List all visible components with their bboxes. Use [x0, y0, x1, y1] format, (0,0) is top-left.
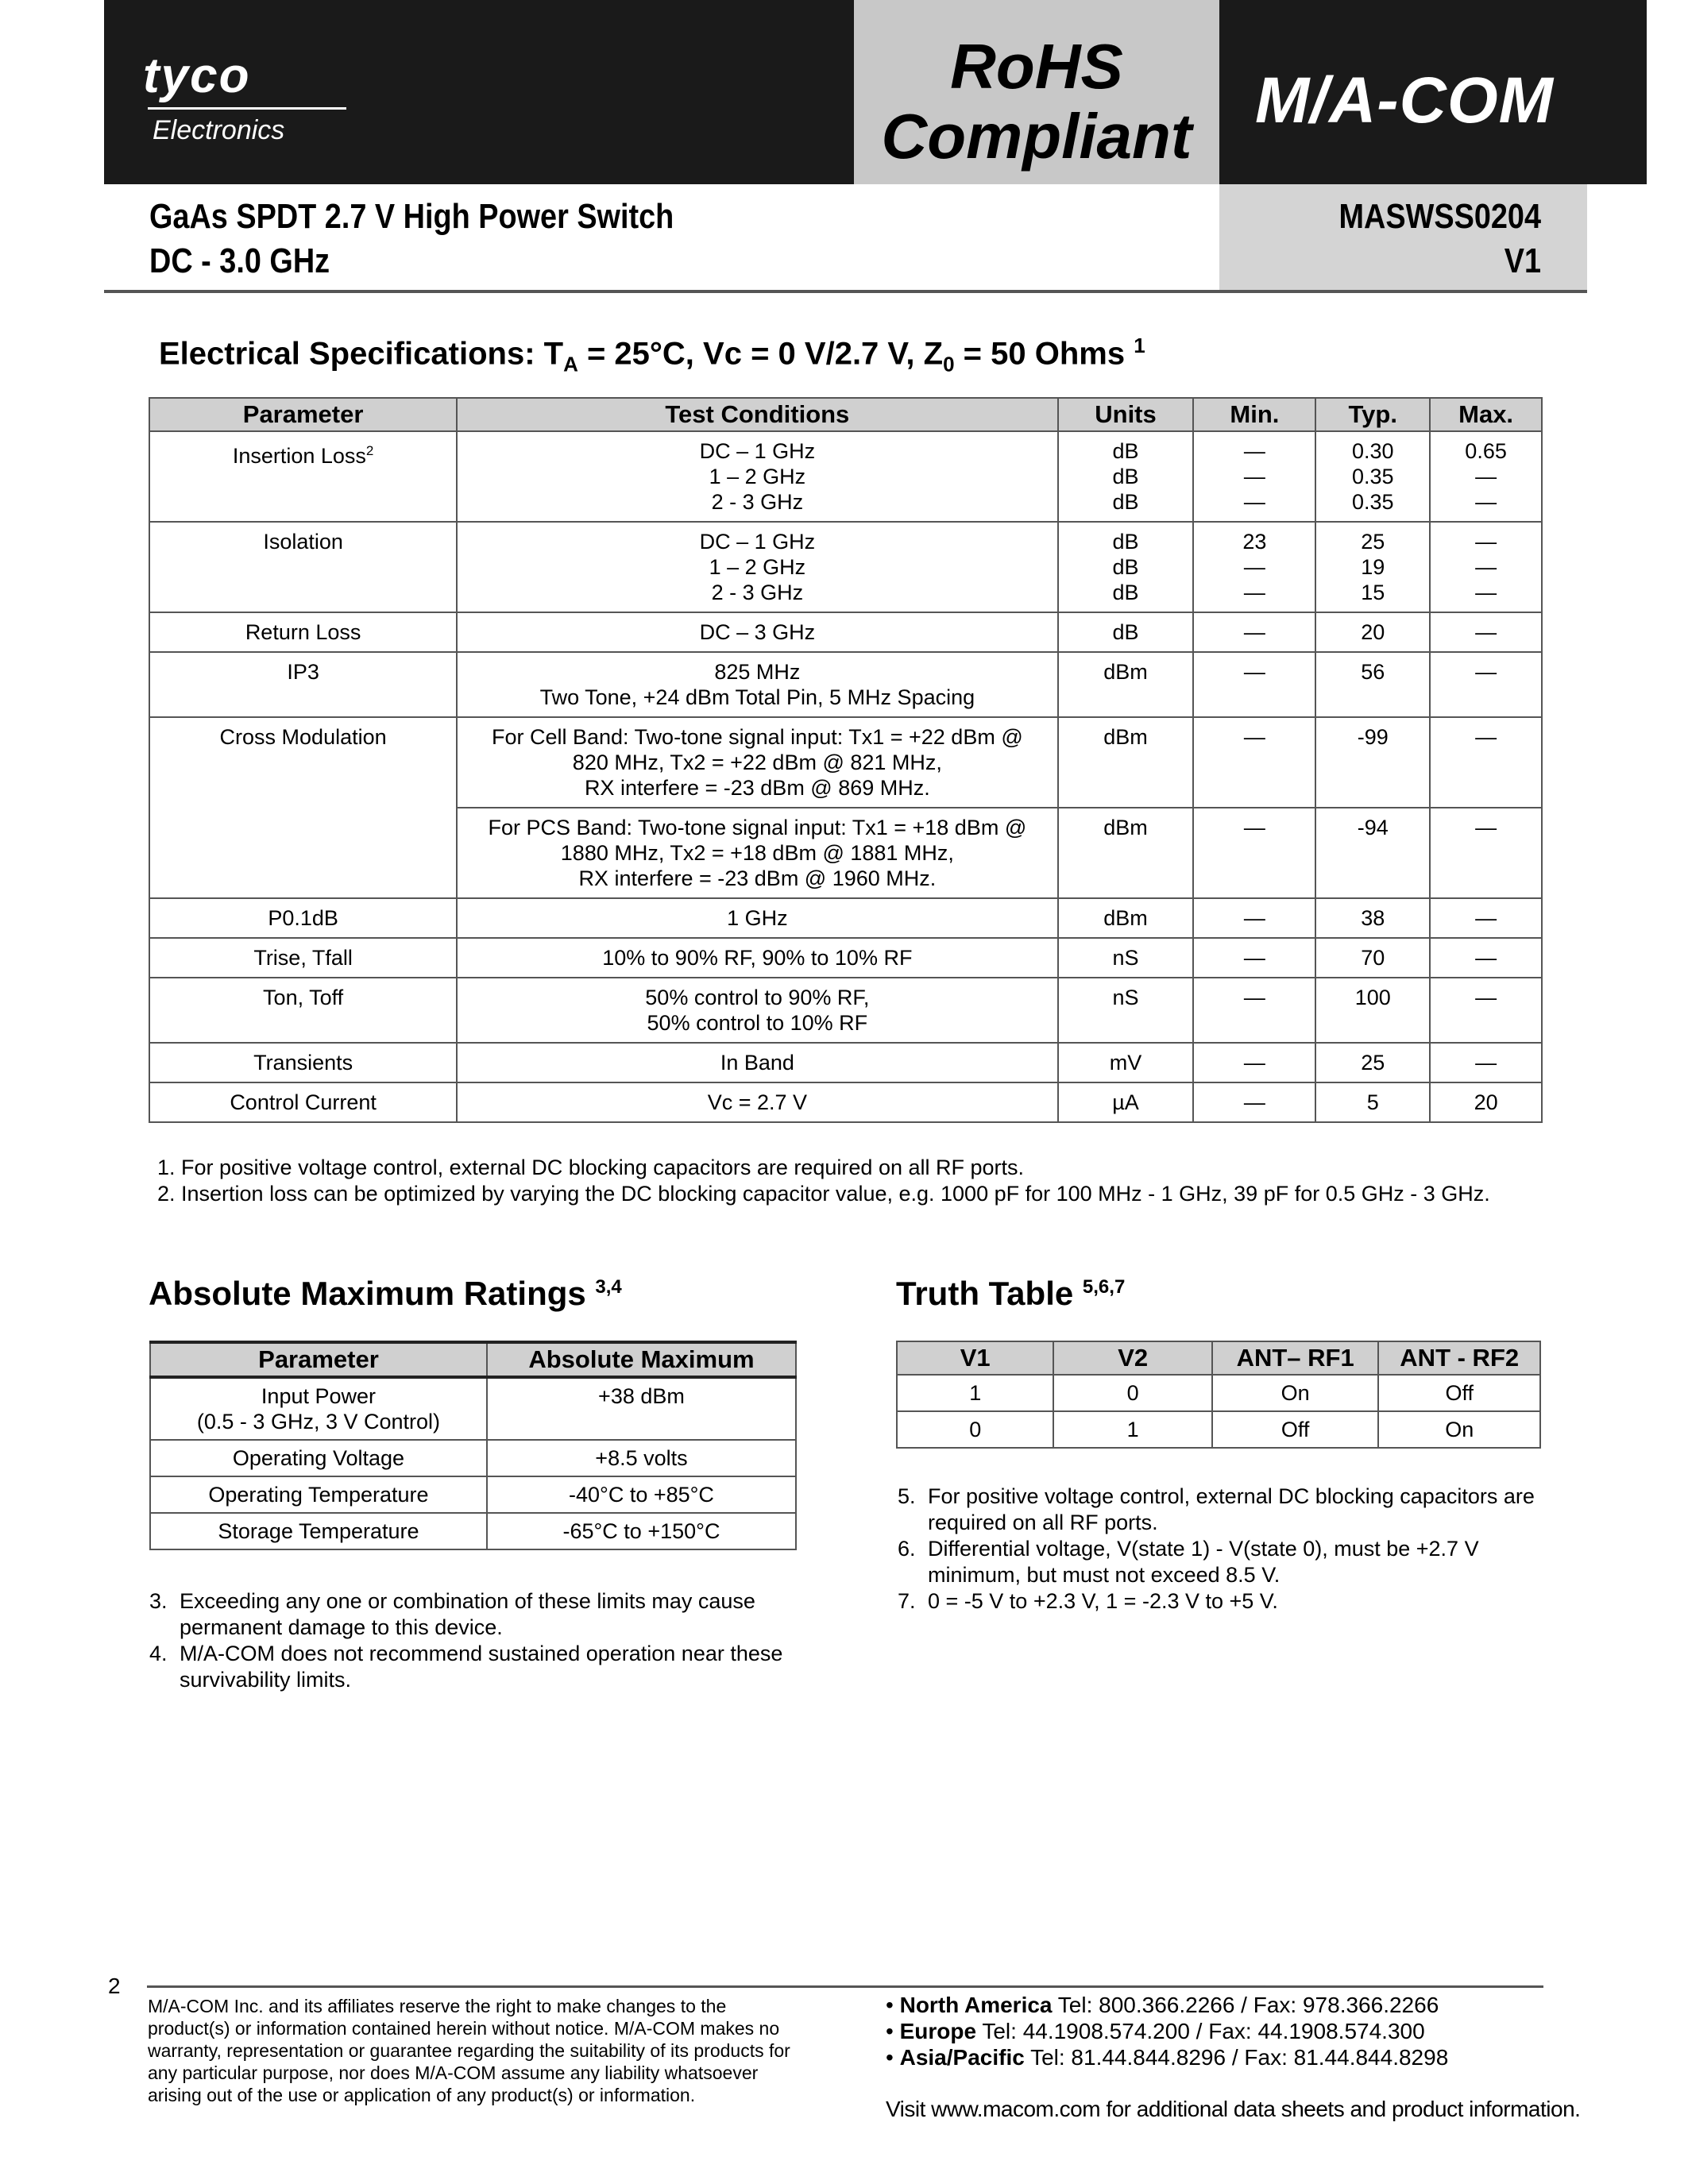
- rohs-compliant-label: [854, 32, 1219, 172]
- es-min-line: —: [1243, 620, 1265, 644]
- es-condition-line: 2 - 3 GHz: [711, 581, 804, 604]
- truth-note-text: Differential voltage, V(state 1) - V(state 0), must be +2.7 V minimum, but must not exceed 8.5 V.: [928, 1537, 1479, 1587]
- es-condition-line: 1 – 2 GHz: [709, 555, 806, 579]
- es-condition: [457, 431, 1057, 522]
- truth-col-header: V2: [1053, 1341, 1211, 1375]
- es-min-line: —: [1243, 1051, 1265, 1075]
- abs-col-header: Absolute Maximum: [487, 1342, 796, 1377]
- footer-contacts: [886, 1992, 1448, 2070]
- es-param-cell: [149, 717, 457, 898]
- es-typ: [1315, 612, 1430, 652]
- es-min: [1193, 808, 1315, 898]
- es-param: P0.1dB: [268, 906, 338, 930]
- es-min-line: —: [1243, 465, 1265, 488]
- abs-note-number: 3.: [149, 1589, 168, 1613]
- abs-col-header: Parameter: [150, 1342, 487, 1377]
- es-condition-line: 1 GHz: [727, 906, 788, 930]
- es-units-line: dB: [1112, 620, 1139, 644]
- footer-divider: [147, 1985, 1543, 1988]
- es-min: [1193, 522, 1315, 612]
- es-units-line: dBm: [1103, 725, 1148, 749]
- es-condition: [457, 717, 1057, 808]
- es-units: [1058, 612, 1194, 652]
- es-min: [1193, 652, 1315, 717]
- truth-note: [898, 1536, 1541, 1588]
- es-min-line: —: [1243, 439, 1265, 463]
- es-table-body: [149, 431, 1542, 1122]
- es-min-line: 23: [1242, 530, 1267, 554]
- abs-param-line: Storage Temperature: [218, 1519, 419, 1543]
- es-condition-line: DC – 1 GHz: [699, 530, 816, 554]
- tyco-logo-subtitle: Electronics: [153, 115, 285, 145]
- es-units: [1058, 978, 1194, 1043]
- abs-value: +8.5 volts: [487, 1440, 796, 1476]
- truth-note: [898, 1588, 1541, 1615]
- es-typ-line: 15: [1361, 581, 1385, 604]
- es-min: [1193, 898, 1315, 938]
- es-min: [1193, 717, 1315, 808]
- es-col-header: Max.: [1430, 398, 1542, 431]
- page-number: 2: [108, 1974, 121, 1998]
- es-units-line: mV: [1109, 1051, 1142, 1075]
- es-max-line: 20: [1474, 1090, 1498, 1114]
- es-max: [1430, 717, 1542, 808]
- es-min-line: —: [1243, 906, 1265, 930]
- es-condition-line: 10% to 90% RF, 90% to 10% RF: [602, 946, 913, 970]
- es-typ-line: 0.35: [1351, 490, 1394, 514]
- electrical-specs-title: [159, 334, 1145, 376]
- es-max: [1430, 978, 1542, 1043]
- abs-max-table: [149, 1341, 797, 1550]
- es-typ: [1315, 1043, 1430, 1082]
- es-typ-line: 20: [1361, 620, 1385, 644]
- es-title-footnote: 1: [1134, 334, 1145, 357]
- es-max: [1430, 431, 1542, 522]
- es-units: [1058, 431, 1194, 522]
- es-param-cell: [149, 1082, 457, 1122]
- truth-note-number: 7.: [898, 1589, 916, 1613]
- header-divider: [104, 290, 1587, 293]
- es-param: Trise, Tfall: [253, 946, 353, 970]
- es-typ: [1315, 522, 1430, 612]
- es-condition-line: Vc = 2.7 V: [707, 1090, 808, 1114]
- es-max-line: 0.65: [1465, 439, 1507, 463]
- es-condition-line: Two Tone, +24 dBm Total Pin, 5 MHz Spacing: [539, 685, 975, 709]
- es-param: Transients: [253, 1051, 353, 1075]
- truth-note-text: For positive voltage control, external DC blocking capacitors are required on all RF ports.: [928, 1484, 1535, 1534]
- truth-cell: Off: [1378, 1375, 1540, 1411]
- es-typ-line: 5: [1366, 1090, 1379, 1114]
- es-typ: [1315, 1082, 1430, 1122]
- es-typ-line: 0.30: [1351, 439, 1394, 463]
- rohs-line1: RoHS: [950, 31, 1123, 102]
- es-row: [149, 1043, 1542, 1082]
- es-param-cell: [149, 522, 457, 612]
- part-number-value: MASWSS0204: [1338, 197, 1541, 236]
- es-min-line: —: [1243, 490, 1265, 514]
- truth-note-number: 6.: [898, 1537, 916, 1561]
- es-param-cell: [149, 898, 457, 938]
- es-col-header: Parameter: [149, 398, 457, 431]
- abs-row: [150, 1440, 796, 1476]
- abs-param-line: Operating Voltage: [232, 1446, 405, 1470]
- truth-cell: On: [1212, 1375, 1379, 1411]
- es-col-header: Min.: [1193, 398, 1315, 431]
- es-max-line: —: [1475, 946, 1497, 970]
- abs-value: +38 dBm: [487, 1377, 796, 1440]
- es-units: [1058, 898, 1194, 938]
- contact-details: Tel: 800.366.2266 / Fax: 978.366.2266: [1052, 1993, 1439, 2017]
- es-max-line: —: [1475, 1051, 1497, 1075]
- es-condition: [457, 978, 1057, 1043]
- es-units: [1058, 1043, 1194, 1082]
- contact-region: Asia/Pacific: [899, 2045, 1025, 2070]
- es-max-line: —: [1475, 660, 1497, 684]
- contact-bullet: •: [886, 2045, 900, 2070]
- es-condition: [457, 938, 1057, 978]
- es-condition: [457, 652, 1057, 717]
- abs-max-title: [149, 1275, 622, 1313]
- es-min-line: —: [1243, 1090, 1265, 1114]
- es-typ: [1315, 898, 1430, 938]
- es-typ-line: -99: [1357, 725, 1389, 749]
- es-title-prefix: Electrical Specifications: T: [159, 336, 564, 372]
- abs-param-line: Operating Temperature: [208, 1483, 429, 1507]
- truth-col-header: ANT - RF2: [1378, 1341, 1540, 1375]
- es-typ: [1315, 938, 1430, 978]
- es-condition-line: 2 - 3 GHz: [711, 490, 804, 514]
- truth-cell: On: [1378, 1411, 1540, 1448]
- es-param: Return Loss: [245, 620, 361, 644]
- es-condition-line: 1 – 2 GHz: [709, 465, 806, 488]
- abs-param: [150, 1476, 487, 1513]
- es-condition-line: 50% control to 10% RF: [647, 1011, 868, 1035]
- es-min-line: —: [1243, 986, 1265, 1009]
- truth-col-header: ANT– RF1: [1212, 1341, 1379, 1375]
- es-min: [1193, 1082, 1315, 1122]
- es-min-line: —: [1243, 660, 1265, 684]
- es-units-line: µA: [1112, 1090, 1139, 1114]
- truth-note-number: 5.: [898, 1484, 916, 1508]
- electrical-specs-table: [149, 397, 1543, 1123]
- es-col-header: Test Conditions: [457, 398, 1057, 431]
- truth-footnote: 5,6,7: [1082, 1276, 1126, 1298]
- es-typ-line: 25: [1361, 530, 1385, 554]
- es-units-line: dB: [1112, 490, 1139, 514]
- es-param-cell: [149, 652, 457, 717]
- abs-param-line: (0.5 - 3 GHz, 3 V Control): [196, 1410, 441, 1433]
- es-row: [149, 717, 1542, 808]
- es-units-line: nS: [1112, 986, 1139, 1009]
- es-max: [1430, 1043, 1542, 1082]
- es-max: [1430, 1082, 1542, 1122]
- truth-row: [897, 1375, 1540, 1411]
- es-max-line: —: [1475, 581, 1497, 604]
- es-param-cell: [149, 431, 457, 522]
- es-max: [1430, 938, 1542, 978]
- es-condition-line: RX interfere = -23 dBm @ 1960 MHz.: [578, 866, 937, 890]
- abs-note-number: 4.: [149, 1642, 168, 1665]
- abs-param: [150, 1377, 487, 1440]
- truth-table: [896, 1341, 1541, 1449]
- es-min-line: —: [1243, 725, 1265, 749]
- es-condition-line: In Band: [720, 1051, 794, 1075]
- es-max-line: —: [1475, 530, 1497, 554]
- es-param-footnote: 2: [365, 443, 374, 458]
- part-version: V1: [1504, 241, 1541, 280]
- es-units: [1058, 652, 1194, 717]
- contact-line: [886, 2044, 1448, 2070]
- contact-details: Tel: 44.1908.574.200 / Fax: 44.1908.574.300: [976, 2019, 1425, 2043]
- es-col-header: Typ.: [1315, 398, 1430, 431]
- es-units: [1058, 717, 1194, 808]
- truth-cell: 0: [897, 1411, 1053, 1448]
- es-max: [1430, 898, 1542, 938]
- contact-region: North America: [899, 1993, 1053, 2017]
- truth-note: [898, 1484, 1541, 1536]
- abs-value: -65°C to +150°C: [487, 1513, 796, 1549]
- es-row: [149, 652, 1542, 717]
- contact-details: Tel: 81.44.844.8296 / Fax: 81.44.844.8298: [1024, 2045, 1449, 2070]
- truth-table-body: [897, 1375, 1540, 1448]
- macom-logo: M/A-COM: [1255, 64, 1554, 137]
- abs-param-line: Input Power: [261, 1384, 377, 1408]
- es-param: Ton, Toff: [263, 986, 344, 1009]
- part-number: [1268, 195, 1541, 284]
- es-min: [1193, 1043, 1315, 1082]
- es-condition: [457, 612, 1057, 652]
- product-title-line2: DC - 3.0 GHz: [149, 241, 330, 280]
- es-note: 2. Insertion loss can be optimized by varying the DC blocking capacitor value, e.g. 1000 pF for 100 MHz - 1 GHz, 39 pF for 0.5 GHz - 3 GHz.: [157, 1182, 1490, 1206]
- contact-line: [886, 1992, 1448, 2018]
- es-units-line: nS: [1112, 946, 1139, 970]
- es-min-line: —: [1243, 946, 1265, 970]
- es-condition: [457, 1082, 1057, 1122]
- abs-max-footnote: 3,4: [595, 1276, 622, 1298]
- es-param: IP3: [287, 660, 319, 684]
- truth-title-text: Truth Table: [896, 1275, 1083, 1312]
- abs-note-text: Exceeding any one or combination of these limits may cause permanent damage to this device.: [180, 1589, 755, 1639]
- truth-note-text: 0 = -5 V to +2.3 V, 1 = -2.3 V to +5 V.: [928, 1589, 1278, 1613]
- es-condition-line: RX interfere = -23 dBm @ 869 MHz.: [584, 776, 930, 800]
- es-typ-line: 56: [1361, 660, 1385, 684]
- abs-row: [150, 1377, 796, 1440]
- es-col-header: Units: [1058, 398, 1194, 431]
- es-condition-line: 1880 MHz, Tx2 = +18 dBm @ 1881 MHz,: [560, 841, 954, 865]
- es-param: Cross Modulation: [219, 725, 387, 749]
- contact-bullet: •: [886, 1993, 900, 2017]
- abs-table-body: [150, 1377, 796, 1549]
- es-condition: [457, 1043, 1057, 1082]
- es-param-cell: [149, 978, 457, 1043]
- es-typ-line: 0.35: [1351, 465, 1394, 488]
- abs-notes: [149, 1588, 809, 1693]
- es-title-sub-a: A: [563, 352, 578, 376]
- truth-cell: Off: [1212, 1411, 1379, 1448]
- es-min: [1193, 612, 1315, 652]
- contact-region: Europe: [899, 2019, 977, 2043]
- es-condition: [457, 522, 1057, 612]
- es-title-mid: = 25°C, Vc = 0 V/2.7 V, Z: [577, 336, 944, 372]
- truth-col-header: V1: [897, 1341, 1053, 1375]
- es-typ: [1315, 808, 1430, 898]
- es-units: [1058, 522, 1194, 612]
- es-units-line: dBm: [1103, 816, 1148, 839]
- es-max-line: —: [1475, 490, 1497, 514]
- es-typ-line: -94: [1357, 816, 1389, 839]
- es-min-line: —: [1243, 555, 1265, 579]
- es-row: [149, 612, 1542, 652]
- abs-value: -40°C to +85°C: [487, 1476, 796, 1513]
- abs-row: [150, 1476, 796, 1513]
- abs-note: [149, 1588, 809, 1641]
- es-typ-line: 100: [1354, 986, 1391, 1009]
- es-max-line: —: [1475, 465, 1497, 488]
- es-condition-line: 825 MHz: [714, 660, 801, 684]
- es-max-line: —: [1475, 620, 1497, 644]
- es-condition: [457, 898, 1057, 938]
- es-min: [1193, 978, 1315, 1043]
- abs-header-row: [150, 1342, 796, 1377]
- es-notes: [157, 1155, 1490, 1207]
- es-max: [1430, 652, 1542, 717]
- es-condition-line: 50% control to 90% RF,: [645, 986, 870, 1009]
- truth-table-title: [896, 1275, 1125, 1313]
- es-condition-line: For PCS Band: Two-tone signal input: Tx1 = +18 dBm @: [488, 816, 1027, 839]
- es-units-line: dB: [1112, 439, 1139, 463]
- es-condition-line: DC – 3 GHz: [699, 620, 816, 644]
- es-param: Control Current: [230, 1090, 377, 1114]
- es-note: 1. For positive voltage control, external DC blocking capacitors are required on all RF ports.: [157, 1156, 1025, 1179]
- es-typ-line: 38: [1361, 906, 1385, 930]
- es-typ-line: 70: [1361, 946, 1385, 970]
- es-units-line: dB: [1112, 530, 1139, 554]
- es-header-row: [149, 398, 1542, 431]
- es-condition-line: For Cell Band: Two-tone signal input: Tx1 = +22 dBm @: [491, 725, 1023, 749]
- es-units-line: dB: [1112, 555, 1139, 579]
- es-max-line: —: [1475, 555, 1497, 579]
- abs-row: [150, 1513, 796, 1549]
- truth-notes: [898, 1484, 1541, 1615]
- es-min-line: —: [1243, 816, 1265, 839]
- es-param-cell: [149, 1043, 457, 1082]
- contact-line: [886, 2018, 1448, 2044]
- abs-note: [149, 1641, 809, 1693]
- footer-disclaimer: M/A-COM Inc. and its affiliates reserve the right to make changes to the product(s) or information contained herein without notice. M/A-COM makes no warranty, representation or guarantee regarding the suitability of its products for any particular purpose, nor does M/A-COM assume any liability whatsoever arising out of the use or application of any product(s) or information.: [148, 1996, 790, 2105]
- es-units: [1058, 808, 1194, 898]
- es-typ: [1315, 717, 1430, 808]
- es-typ-line: 25: [1361, 1051, 1385, 1075]
- abs-max-title-text: Absolute Maximum Ratings: [149, 1275, 596, 1312]
- es-param: Isolation: [263, 530, 343, 554]
- es-min-line: —: [1243, 581, 1265, 604]
- product-title: [149, 195, 674, 284]
- es-max-line: —: [1475, 906, 1497, 930]
- es-units-line: dBm: [1103, 660, 1148, 684]
- es-typ: [1315, 652, 1430, 717]
- es-units-line: dB: [1112, 465, 1139, 488]
- truth-cell: 1: [897, 1375, 1053, 1411]
- es-units: [1058, 938, 1194, 978]
- es-max-line: —: [1475, 986, 1497, 1009]
- es-max: [1430, 522, 1542, 612]
- contact-bullet: •: [886, 2019, 900, 2043]
- truth-cell: 1: [1053, 1411, 1211, 1448]
- es-param-cell: [149, 612, 457, 652]
- es-max: [1430, 612, 1542, 652]
- truth-cell: 0: [1053, 1375, 1211, 1411]
- es-max-line: —: [1475, 725, 1497, 749]
- es-units-line: dBm: [1103, 906, 1148, 930]
- abs-param: [150, 1513, 487, 1549]
- truth-header-row: [897, 1341, 1540, 1375]
- es-units: [1058, 1082, 1194, 1122]
- es-param: Insertion Loss: [232, 444, 366, 468]
- es-row: [149, 1082, 1542, 1122]
- es-min: [1193, 938, 1315, 978]
- es-row: [149, 938, 1542, 978]
- es-typ: [1315, 431, 1430, 522]
- footer-website-note: Visit www.macom.com for additional data sheets and product information.: [886, 2097, 1581, 2121]
- es-title-sub-0: 0: [943, 352, 955, 376]
- es-row: [149, 522, 1542, 612]
- es-max: [1430, 808, 1542, 898]
- abs-param: [150, 1440, 487, 1476]
- product-title-line1: GaAs SPDT 2.7 V High Power Switch: [149, 197, 674, 236]
- es-max-line: —: [1475, 816, 1497, 839]
- es-condition: [457, 808, 1057, 898]
- es-row: [149, 978, 1542, 1043]
- truth-row: [897, 1411, 1540, 1448]
- es-param-cell: [149, 938, 457, 978]
- es-row: [149, 898, 1542, 938]
- es-units-line: dB: [1112, 581, 1139, 604]
- tyco-logo-divider: [148, 107, 346, 110]
- es-condition-line: DC – 1 GHz: [699, 439, 816, 463]
- rohs-line2: Compliant: [881, 101, 1192, 172]
- tyco-logo: tyco: [143, 48, 251, 103]
- es-row: [149, 431, 1542, 522]
- es-condition-line: 820 MHz, Tx2 = +22 dBm @ 821 MHz,: [572, 751, 942, 774]
- es-typ-line: 19: [1361, 555, 1385, 579]
- es-title-suffix: = 50 Ohms: [954, 336, 1134, 372]
- es-min: [1193, 431, 1315, 522]
- abs-note-text: M/A-COM does not recommend sustained operation near these survivability limits.: [180, 1642, 783, 1692]
- es-typ: [1315, 978, 1430, 1043]
